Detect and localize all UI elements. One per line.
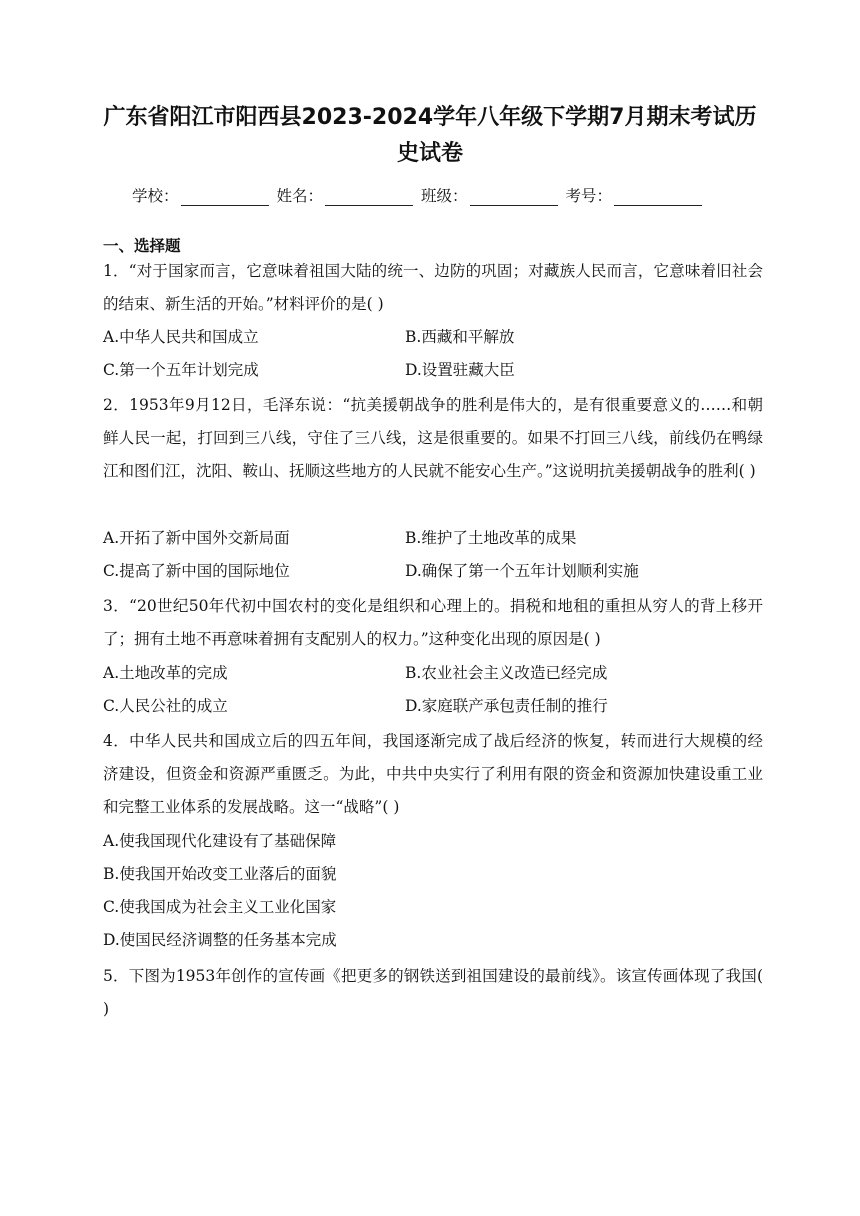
option-a[interactable]: A.开拓了新中国外交新局面: [103, 529, 290, 547]
question-2-options: [103, 522, 763, 588]
name-field[interactable]: [277, 184, 414, 206]
question-1-options: [103, 321, 763, 387]
option-c[interactable]: C.第一个五年计划完成: [103, 361, 259, 379]
class-field[interactable]: [421, 184, 558, 206]
option-a[interactable]: A.中华人民共和国成立: [103, 328, 259, 346]
school-blank[interactable]: [181, 189, 269, 206]
student-info: [132, 184, 752, 206]
question-4-options: [103, 825, 763, 957]
option-b[interactable]: B.维护了土地改革的成果: [405, 529, 577, 547]
question-2: 2．1953年9月12日，毛泽东说：“抗美援朝战争的胜利是伟大的，是有很重要意义的……和朝鲜人民一起，打回到三八线，守住了三八线，这是很重要的。如果不打回三八线，前线仍在鸭绿江和图们江，沈阳、鞍山、抚顺这些地方的人民就不能安心生产。”这说明抗美援朝战争的胜利( ): [103, 396, 763, 480]
option-b[interactable]: B.使我国开始改变工业落后的面貌: [103, 865, 337, 883]
class-blank[interactable]: [470, 189, 558, 206]
option-c[interactable]: C.提高了新中国的国际地位: [103, 562, 290, 580]
page-title: 广东省阳江市阳西县2023-2024学年八年级下学期7月期末考试历史试卷: [103, 105, 757, 166]
option-d[interactable]: D.使国民经济调整的任务基本完成: [103, 931, 337, 949]
question-4: 4．中华人民共和国成立后的四五年间，我国逐渐完成了战后经济的恢复，转而进行大规模的经济建设，但资金和资源严重匮乏。为此，中共中央实行了利用有限的资金和资源加快建设重工业和完整工业体系的发展战略。这一“战略”( ): [103, 732, 763, 816]
question-3-options: [103, 657, 763, 723]
question-5: 5．下图为1953年创作的宣传画《把更多的钢铁送到祖国建设的最前线》。该宣传画体现了我国( ): [103, 967, 763, 1018]
option-c[interactable]: C.人民公社的成立: [103, 697, 228, 715]
option-a[interactable]: A.土地改革的完成: [103, 664, 228, 682]
name-label: 姓名：: [276, 187, 324, 205]
section-title: 一、选择题: [103, 237, 181, 255]
option-d[interactable]: D.设置驻藏大臣: [405, 361, 515, 379]
exam-no-field[interactable]: [566, 184, 703, 206]
option-b[interactable]: B.西藏和平解放: [405, 328, 515, 346]
option-d[interactable]: D.家庭联产承包责任制的推行: [405, 697, 608, 715]
question-3: 3．“20世纪50年代初中国农村的变化是组织和心理上的。捐税和地租的重担从穷人的背上移开了；拥有土地不再意味着拥有支配别人的权力。”这种变化出现的原因是( ): [103, 597, 763, 648]
option-b[interactable]: B.农业社会主义改造已经完成: [405, 664, 608, 682]
class-label: 班级：: [421, 187, 468, 205]
exam-no-label: 考号：: [565, 187, 613, 205]
option-a[interactable]: A.使我国现代化建设有了基础保障: [103, 832, 337, 850]
question-1: 1．“对于国家而言，它意味着祖国大陆的统一、边防的巩固；对藏族人民而言，它意味着旧社会的结束、新生活的开始。”材料评价的是( ): [103, 262, 763, 313]
option-c[interactable]: C.使我国成为社会主义工业化国家: [103, 898, 337, 916]
school-label: 学校：: [132, 187, 179, 205]
exam-no-blank[interactable]: [614, 189, 702, 206]
school-field[interactable]: [132, 184, 269, 206]
option-d[interactable]: D.确保了第一个五年计划顺利实施: [405, 562, 639, 580]
name-blank[interactable]: [325, 189, 413, 206]
